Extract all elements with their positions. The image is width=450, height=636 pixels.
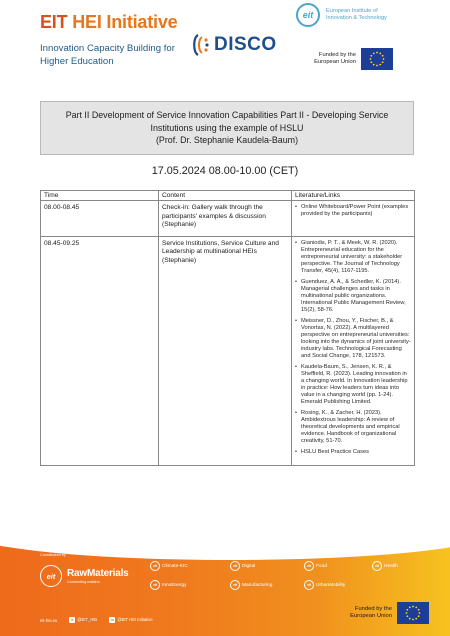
kic-name: UrbanMobility: [316, 582, 346, 588]
eu-star-icon: [370, 58, 372, 60]
eit-circle-icon: eit: [296, 3, 320, 27]
eu-star-icon: [383, 58, 385, 60]
literature-item: • Rosing, K., & Zacher, H. (2023). Ambidextrous leadership: A review of theoretical developments and empirical evidence. Handbook of organizational creativity, 51-70.: [295, 410, 411, 445]
literature-item: • Guenduez, A. A., & Schedler, K. (2014). Managerial challenges and tasks in multinational public organizations. International Public Management Review, 15(2), 58-76.: [295, 279, 411, 314]
eit-circle-icon: eit: [230, 580, 240, 590]
eu-star-icon: [379, 64, 381, 66]
disco-logo: [190, 30, 277, 60]
linkedin-link[interactable]: [109, 617, 152, 623]
kic-climate-logo: [150, 560, 188, 572]
eu-funding-badge-footer: [342, 602, 429, 624]
row2-literature: [292, 236, 415, 466]
literature-item: • Gianiodis, P. T., & Meek, W. R. (2020). Entrepreneurial education for the entrepreneurial university: a stakeholder perspective. The Journal of Technology Transfer, 45(4), 1167-1195.: [295, 240, 411, 275]
eit-name-line2: Innovation & Technology: [326, 15, 387, 21]
kic-name: Health: [384, 563, 398, 569]
row2-time: 08.45-09.25: [41, 236, 159, 466]
kic-innoenergy-logo: [150, 579, 187, 591]
row1-time: 08.00-08.45: [41, 201, 159, 237]
eu-star-icon: [382, 55, 384, 57]
agenda-table: [40, 190, 415, 466]
eu-star-icon: [376, 52, 378, 54]
eit-circle-icon: eit: [150, 561, 160, 571]
row1-content: Check-in: Gallery walk through the participants' examples & discussion (Stephanie): [159, 201, 292, 237]
literature-item: • Kaudela-Baum, S., Jensen, K. R., & Sheffield, R. (2023). Leading innovation in a changing world. In Innovation leadership in practice: How leaders turn ideas into value in a changing world (pp. 1-24). Emerald Publishing Limited.: [295, 364, 411, 407]
column-header-time: Time: [41, 191, 159, 201]
eu-star-icon: [415, 606, 417, 608]
eu-star-icon: [419, 612, 421, 614]
eu-star-icon: [373, 64, 375, 66]
page-header: [0, 0, 450, 92]
session-title-line2: Institutions using the example of HSLU: [150, 122, 304, 133]
raw-materials-logo: [40, 565, 129, 587]
eit-circle-icon: eit: [304, 580, 314, 590]
session-title-line1: Part II Development of Service Innovation Capabilities Part II - Developing Service: [65, 110, 389, 120]
kic-name: InnoEnergy: [162, 582, 187, 588]
table-row: [41, 201, 415, 237]
eu-star-icon: [406, 609, 408, 611]
social-links: [40, 617, 153, 623]
brand-title-rest: HEI Initiative: [72, 12, 178, 32]
eu-flag-icon: [397, 602, 429, 624]
kic-name: Food: [316, 563, 327, 569]
eu-star-icon: [418, 609, 420, 611]
eit-institute-logo: [296, 3, 421, 27]
twitter-link[interactable]: [69, 617, 97, 623]
eu-funding-text: [342, 606, 392, 621]
twitter-handle: @EIT_HEI: [77, 617, 98, 622]
agenda-header-row: [41, 191, 415, 201]
raw-materials-text: [67, 568, 129, 584]
session-presenter: (Prof. Dr. Stephanie Kaudela-Baum): [155, 135, 299, 146]
eu-star-icon: [406, 615, 408, 617]
row1-literature-list: [295, 204, 411, 218]
eu-flag-icon: [361, 48, 393, 70]
raw-materials-name: RawMaterials: [67, 568, 129, 579]
linkedin-handle: @EIT HEI Initiative: [117, 617, 153, 622]
eit-circle-icon: eit: [40, 565, 62, 587]
kic-digital-logo: [230, 560, 255, 572]
brand-subtitle: Innovation Capacity Building for Higher Education: [40, 43, 175, 67]
brand-title-eit: EIT: [40, 12, 68, 32]
eit-name-line1: European Institute of: [326, 7, 378, 14]
kic-manufacturing-logo: [230, 579, 272, 591]
eu-funding-badge: [306, 48, 393, 70]
literature-item: • Online Whiteboard/Power Point (examples provided by the participants): [295, 204, 411, 218]
eu-star-icon: [382, 61, 384, 63]
eit-institute-name: [326, 8, 421, 23]
disco-mark-icon: [190, 32, 212, 58]
kic-urban-mobility-logo: [304, 579, 345, 591]
table-row: [41, 236, 415, 466]
coordinated-by-label: Coordinated by: [40, 553, 66, 557]
eu-star-icon: [412, 619, 414, 621]
raw-materials-tagline: Connecting matters: [67, 580, 100, 584]
eu-star-icon: [415, 618, 417, 620]
website-link[interactable]: eit-hei.eu: [40, 617, 58, 623]
row1-literature: [292, 201, 415, 237]
eit-circle-icon: eit: [150, 580, 160, 590]
eu-star-icon: [373, 52, 375, 54]
eu-funding-line1: Funded by the: [318, 51, 356, 58]
eu-funding-line2: European Union: [350, 613, 392, 619]
literature-item: • HSLU Best Practice Cases: [295, 449, 411, 456]
column-header-literature: Literature/Links: [292, 191, 415, 201]
eu-funding-line2: European Union: [314, 59, 356, 65]
row2-content: Service Institutions, Service Culture and Leadership at multinational HEIs (Stephanie): [159, 236, 292, 466]
row2-literature-list: [295, 240, 411, 456]
kic-name: Manufacturing: [242, 582, 273, 588]
footer-swoosh-shape: [0, 532, 450, 560]
kic-health-logo: [372, 560, 398, 572]
eu-star-icon: [376, 65, 378, 67]
session-title-banner: [40, 101, 414, 155]
eu-star-icon: [370, 55, 372, 57]
eit-circle-icon: eit: [304, 561, 314, 571]
disco-wordmark: DISCO: [214, 34, 277, 55]
x-icon: X: [71, 618, 74, 622]
column-header-content: Content: [159, 191, 292, 201]
linkedin-icon: in: [110, 618, 114, 622]
eu-star-icon: [418, 615, 420, 617]
brand-title: [40, 12, 177, 33]
session-date: 17.05.2024 08.00-10.00 (CET): [151, 165, 299, 177]
eu-star-icon: [412, 606, 414, 608]
eu-star-icon: [409, 618, 411, 620]
literature-item: • Meissner, D., Zhou, Y., Fischer, B., & Vonortas, N. (2022). A multilayered perspective on entrepreneurial universities: looking into the dynamics of joint university-industry labs. Technological Forecasting and Social Change, 178, 121573.: [295, 318, 411, 361]
eu-star-icon: [379, 52, 381, 54]
eu-star-icon: [370, 61, 372, 63]
kic-name: Digital: [242, 563, 256, 569]
eu-funding-text: [306, 52, 356, 67]
kic-name: Climate-KIC: [162, 563, 188, 569]
eu-star-icon: [406, 612, 408, 614]
eit-circle-icon: eit: [372, 561, 382, 571]
eit-circle-icon: eit: [230, 561, 240, 571]
eu-star-icon: [409, 606, 411, 608]
kic-food-logo: [304, 560, 327, 572]
eu-funding-line1: Funded by the: [354, 605, 392, 612]
